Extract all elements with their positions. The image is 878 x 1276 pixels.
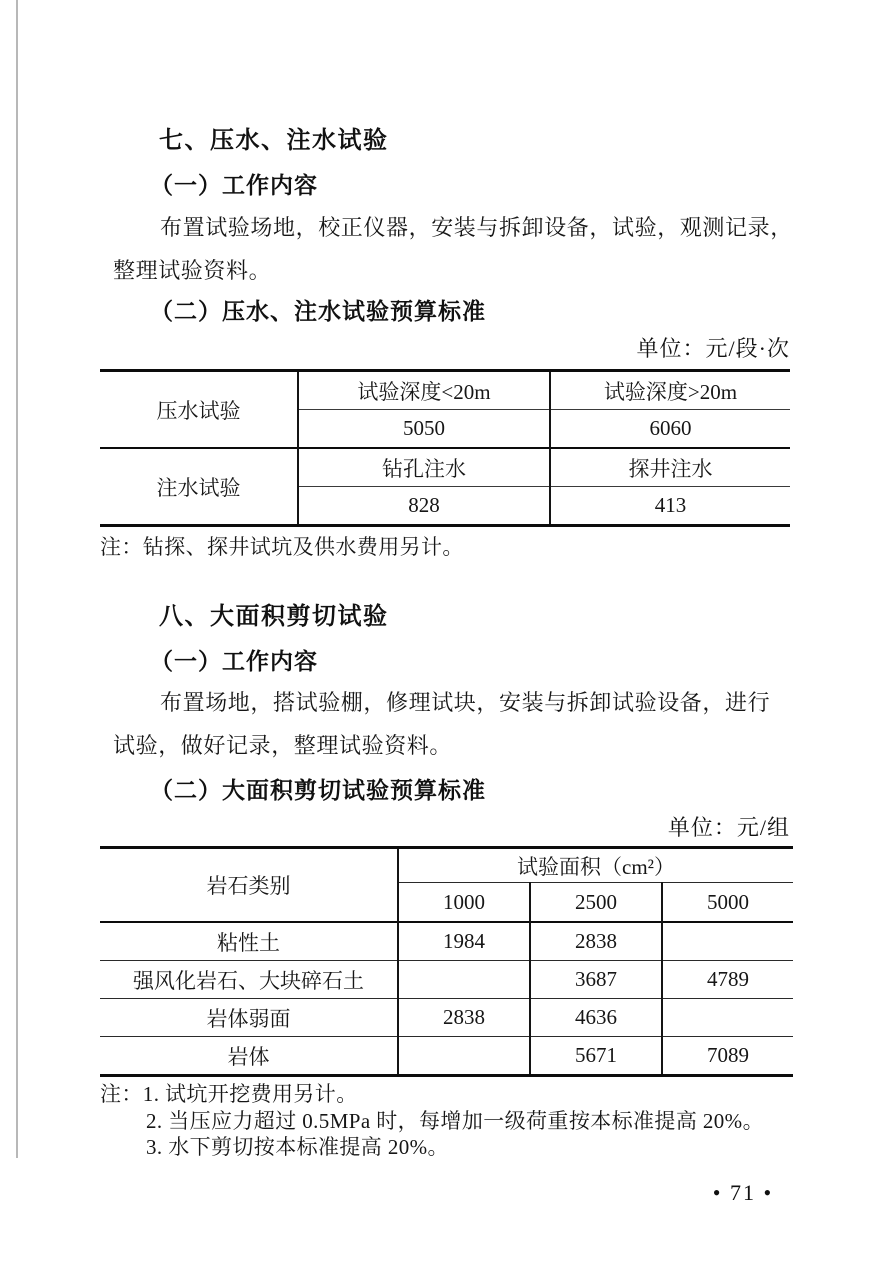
pressure-injection-budget-table (100, 369, 790, 527)
row-label-cell: 岩体 (100, 1037, 398, 1076)
table-value-cell: 5671 (530, 1037, 662, 1076)
table-value-cell: 7089 (662, 1037, 793, 1076)
table-row (100, 1037, 793, 1076)
table-row (100, 961, 793, 999)
paragraph-line: 布置场地，搭试验棚，修理试块，安装与拆卸试验设备，进行 (160, 690, 771, 715)
column-header-cell: 1000 (398, 883, 530, 923)
section-7-work-content-heading: （一）工作内容 (150, 173, 318, 198)
table-row (100, 448, 790, 487)
table-value-cell: 828 (298, 487, 550, 526)
table-value-cell: 2838 (398, 999, 530, 1037)
table-row (100, 371, 790, 410)
table-note: 注：1. 试坑开挖费用另计。 (100, 1082, 358, 1106)
paragraph-line: 整理试验资料。 (113, 258, 272, 283)
table-value-cell: 5050 (298, 410, 550, 449)
table-value-cell: 4636 (530, 999, 662, 1037)
table-value-cell: 4789 (662, 961, 793, 999)
table-header-cell: 钻孔注水 (298, 448, 550, 487)
unit-label: 单位：元/组 (667, 815, 790, 840)
table-value-cell: 1984 (398, 922, 530, 961)
column-header-cell: 5000 (662, 883, 793, 923)
row-label-cell: 强风化岩石、大块碎石土 (100, 961, 398, 999)
table-row (100, 999, 793, 1037)
shear-test-budget-table (100, 846, 793, 1077)
table-note: 2. 当压应力超过 0.5MPa 时，每增加一级荷重按本标准提高 20%。 (146, 1109, 764, 1133)
section-8-work-content-heading: （一）工作内容 (150, 649, 318, 674)
table-value-cell: 2838 (530, 922, 662, 961)
table-note: 3. 水下剪切按本标准提高 20%。 (146, 1135, 449, 1159)
table-value-cell (398, 1037, 530, 1076)
table-header-cell: 试验深度>20m (550, 371, 790, 410)
paragraph-line: 试验，做好记录，整理试验资料。 (113, 733, 453, 758)
row-group-label: 注水试验 (100, 448, 298, 526)
row-label-cell: 粘性土 (100, 922, 398, 961)
table-note: 注：钻探、探井试坑及供水费用另计。 (100, 535, 464, 559)
row-group-label: 压水试验 (156, 398, 241, 423)
column-header-cell: 2500 (530, 883, 662, 923)
unit-label: 单位：元/段·次 (636, 336, 790, 361)
table-value-cell: 3687 (530, 961, 662, 999)
table-row (100, 922, 793, 961)
table-header-cell: 试验深度<20m (298, 371, 550, 410)
section-8-budget-heading: （二）大面积剪切试验预算标准 (150, 778, 486, 803)
page-number: • 71 • (712, 1180, 774, 1205)
table-value-cell: 413 (550, 487, 790, 526)
paragraph-line: 布置试验场地，校正仪器，安装与拆卸设备，试验，观测记录， (160, 215, 793, 240)
scan-binding-artifact (16, 0, 18, 1158)
table-row (100, 848, 793, 883)
table-value-cell (398, 961, 530, 999)
table-value-cell: 6060 (550, 410, 790, 449)
section-8-title: 八、大面积剪切试验 (159, 603, 389, 630)
table-header-cell: 探井注水 (550, 448, 790, 487)
span-header-cell: 试验面积（cm²） (398, 848, 793, 883)
row-label-cell: 岩体弱面 (100, 999, 398, 1037)
corner-header-cell: 岩石类别 (206, 874, 291, 898)
table-value-cell (662, 922, 793, 961)
table-value-cell (662, 999, 793, 1037)
section-7-title: 七、压水、注水试验 (159, 127, 389, 154)
section-7-budget-heading: （二）压水、注水试验预算标准 (150, 299, 486, 324)
